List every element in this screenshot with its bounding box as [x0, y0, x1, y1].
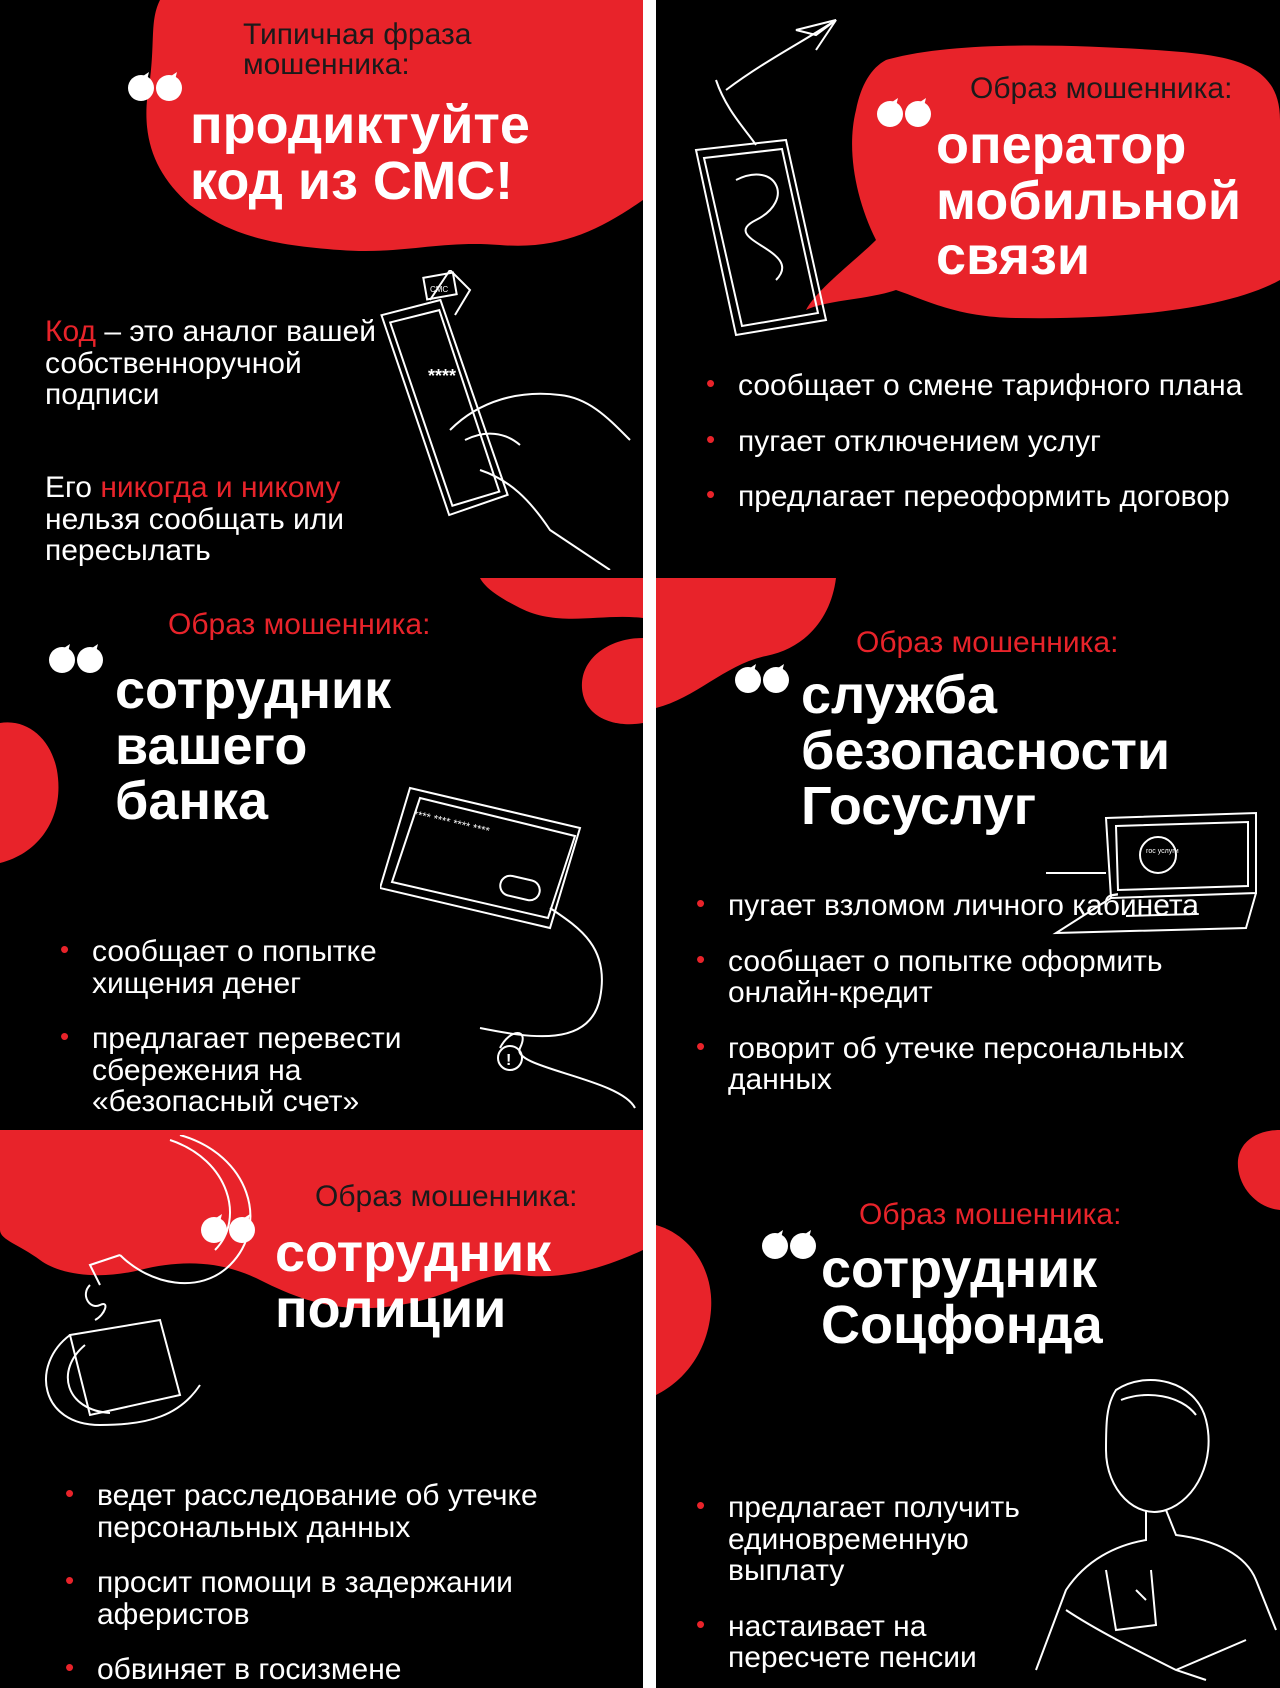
list-item: • просит помощи в задержании аферистов	[65, 1567, 635, 1630]
list-item: • ведет расследование об утечке персональных данных	[65, 1480, 635, 1543]
never-prefix: Его	[45, 471, 101, 504]
never-share-note	[45, 472, 405, 567]
list-item: • сообщает о попытке оформить онлайн-кредит	[696, 946, 1256, 1009]
panel-label: Образ мошенника:	[859, 1198, 1122, 1231]
police-bullets	[65, 1480, 635, 1688]
panel-label: Типичная фраза мошенника:	[243, 18, 472, 81]
panel-label: Образ мошенника:	[970, 72, 1233, 105]
socfond-bullets	[696, 1492, 1056, 1688]
headline: служба безопасности Госуслуг	[801, 665, 1171, 837]
phone-illustration	[686, 10, 886, 340]
phone-hand-illustration	[370, 270, 640, 570]
card-number: **** **** **** ****	[412, 808, 491, 838]
headline: оператор мобильной связи	[936, 115, 1242, 287]
sms-badge-text: СМС	[430, 285, 449, 294]
list-item: • пугает отключением услуг	[706, 426, 1266, 458]
panel-label: Образ мошенника:	[168, 608, 431, 641]
list-item: • предлагает переоформить договор	[706, 481, 1266, 513]
list-item: • сообщает о попытке хищения денег	[60, 936, 480, 999]
handcuffs-illustration	[30, 1135, 270, 1435]
gosuslugi-bullets	[696, 890, 1256, 1120]
headline: сотрудник полиции	[275, 1223, 552, 1339]
quote-icon	[127, 70, 185, 104]
panel-police-officer	[0, 1130, 643, 1688]
headline: сотрудник вашего банка	[115, 660, 392, 832]
alert-mark: !	[506, 1052, 512, 1069]
list-item: • пугает взломом личного кабинета	[696, 890, 1256, 922]
code-rest: – это аналог вашей собственноручной подписи	[45, 315, 376, 411]
headline: сотрудник Соцфонда	[821, 1239, 1103, 1355]
list-item: • настаивает на пересчете пенсии	[696, 1611, 1056, 1674]
list-item: • обвиняет в госизмене	[65, 1654, 635, 1686]
laptop-logo: гос услуги	[1146, 848, 1179, 855]
quote-icon	[734, 662, 792, 696]
panel-sms-code	[0, 0, 643, 578]
panel-bank-employee	[0, 578, 643, 1130]
never-rest: нельзя сообщать или пересылать	[45, 502, 345, 567]
code-explanation	[45, 316, 385, 411]
code-word: Код	[45, 315, 97, 348]
panel-socfond-employee	[656, 1130, 1280, 1688]
list-item: • предлагает перевести сбережения на «безопасный счет»	[60, 1023, 480, 1118]
headline: продиктуйте код из СМС!	[190, 95, 530, 211]
bank-bullets	[60, 936, 480, 1130]
quote-icon	[761, 1228, 819, 1262]
panel-gosuslugi-security	[656, 578, 1280, 1130]
list-item: • говорит об утечке персональных данных	[696, 1033, 1256, 1096]
list-item: • сообщает о смене тарифного плана	[706, 370, 1266, 402]
panel-label: Образ мошенника:	[856, 626, 1119, 659]
operator-bullets	[706, 370, 1266, 537]
panel-label: Образ мошенника:	[315, 1180, 578, 1213]
never-highlight: никогда и никому	[100, 471, 341, 504]
panel-mobile-operator	[656, 0, 1280, 578]
list-item: • предлагает получить единовременную выплату	[696, 1492, 1056, 1587]
quote-icon	[48, 642, 106, 676]
phone-screen-code: ****	[428, 366, 457, 386]
